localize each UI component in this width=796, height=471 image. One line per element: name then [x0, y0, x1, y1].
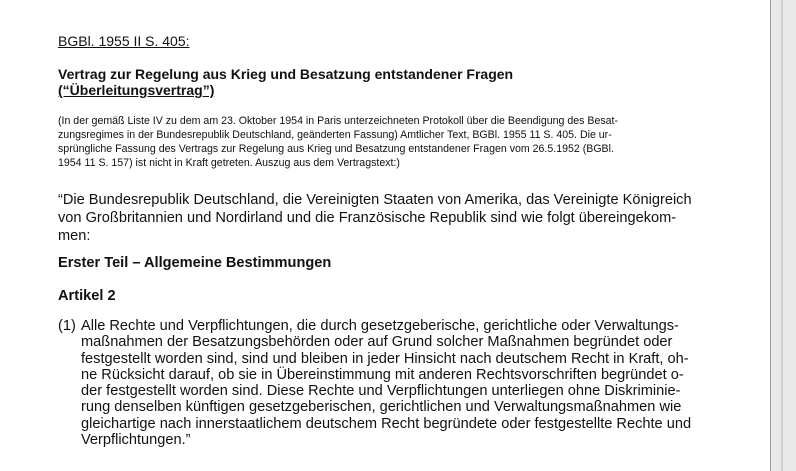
preamble-line: men:	[58, 228, 91, 244]
note-line: sprüngliche Fassung des Vertrags zur Regelung aus Krieg und Besatzung entstandener Fragen vom 26.5.1952 (BGBl.	[58, 143, 614, 155]
viewer-gutter	[771, 0, 796, 471]
article-heading: Artikel 2	[58, 288, 116, 304]
paragraph-line: ne Rücksicht darauf, ob sie in Übereinstimmung mit anderen Rechtsvorschriften begründet o-	[81, 366, 684, 383]
article-paragraph	[81, 318, 691, 448]
document-title	[58, 66, 513, 98]
preamble-line: “Die Bundesrepublik Deutschland, die Vereinigten Staaten von Amerika, das Vereinigte Königreich	[58, 192, 692, 208]
paragraph-line: gleichartige nach innerstaatlichem deutschem Recht begründete oder festgestellte Rechte und	[81, 415, 692, 432]
paragraph-number: (1)	[58, 318, 76, 334]
part-heading: Erster Teil – Allgemeine Bestimmungen	[58, 255, 332, 271]
subtitle-text: (“Überleitungsvertrag”)	[58, 82, 215, 98]
scrollbar-track[interactable]	[781, 0, 783, 471]
title-text: Vertrag zur Regelung aus Krieg und Besatzung entstandener Fragen	[58, 66, 514, 82]
editorial-note	[58, 114, 618, 170]
treaty-preamble	[58, 191, 692, 245]
citation: BGBl. 1955 II S. 405:	[58, 33, 190, 49]
paragraph-line: Alle Rechte und Verpflichtungen, die durch gesetzgeberische, gerichtliche oder Verwaltungs-	[81, 318, 679, 334]
paragraph-line: rung denselben künftigen gesetzgeberischen, gerichtlichen und Verwaltungsmaßnahmen wie	[81, 399, 682, 416]
preamble-line: von Großbritannien und Nordirland und die Französische Republik sind wie folgt übereingekom-	[58, 210, 677, 226]
paragraph-line: festgestellt worden sind, sind und bleiben in jeder Hinsicht nach deutschem Recht in Kraft, oh-	[81, 350, 689, 367]
note-line: (In der gemäß Liste IV zu dem am 23. Oktober 1954 in Paris unterzeichneten Protokoll über die Beendigung des Besat-	[58, 115, 619, 127]
paragraph-line: maßnahmen der Besatzungsbehörden oder auf Grund solcher Maßnahmen begründet oder	[81, 334, 673, 351]
note-line: zungsregimes in der Bundesrepublik Deutschland, geänderten Fassung) Amtlicher Text, BGBl. 1955 11 S. 405. Die ur-	[58, 129, 612, 141]
note-line: 1954 11 S. 157) ist nicht in Kraft getreten. Auszug aus dem Vertragstext:)	[58, 157, 400, 169]
paragraph-line: der festgestellt worden sind. Diese Rechte und Verpflichtungen unterliegen ohne Diskriminie-	[81, 383, 681, 400]
paragraph-line: Verpflichtungen.”	[81, 432, 191, 449]
